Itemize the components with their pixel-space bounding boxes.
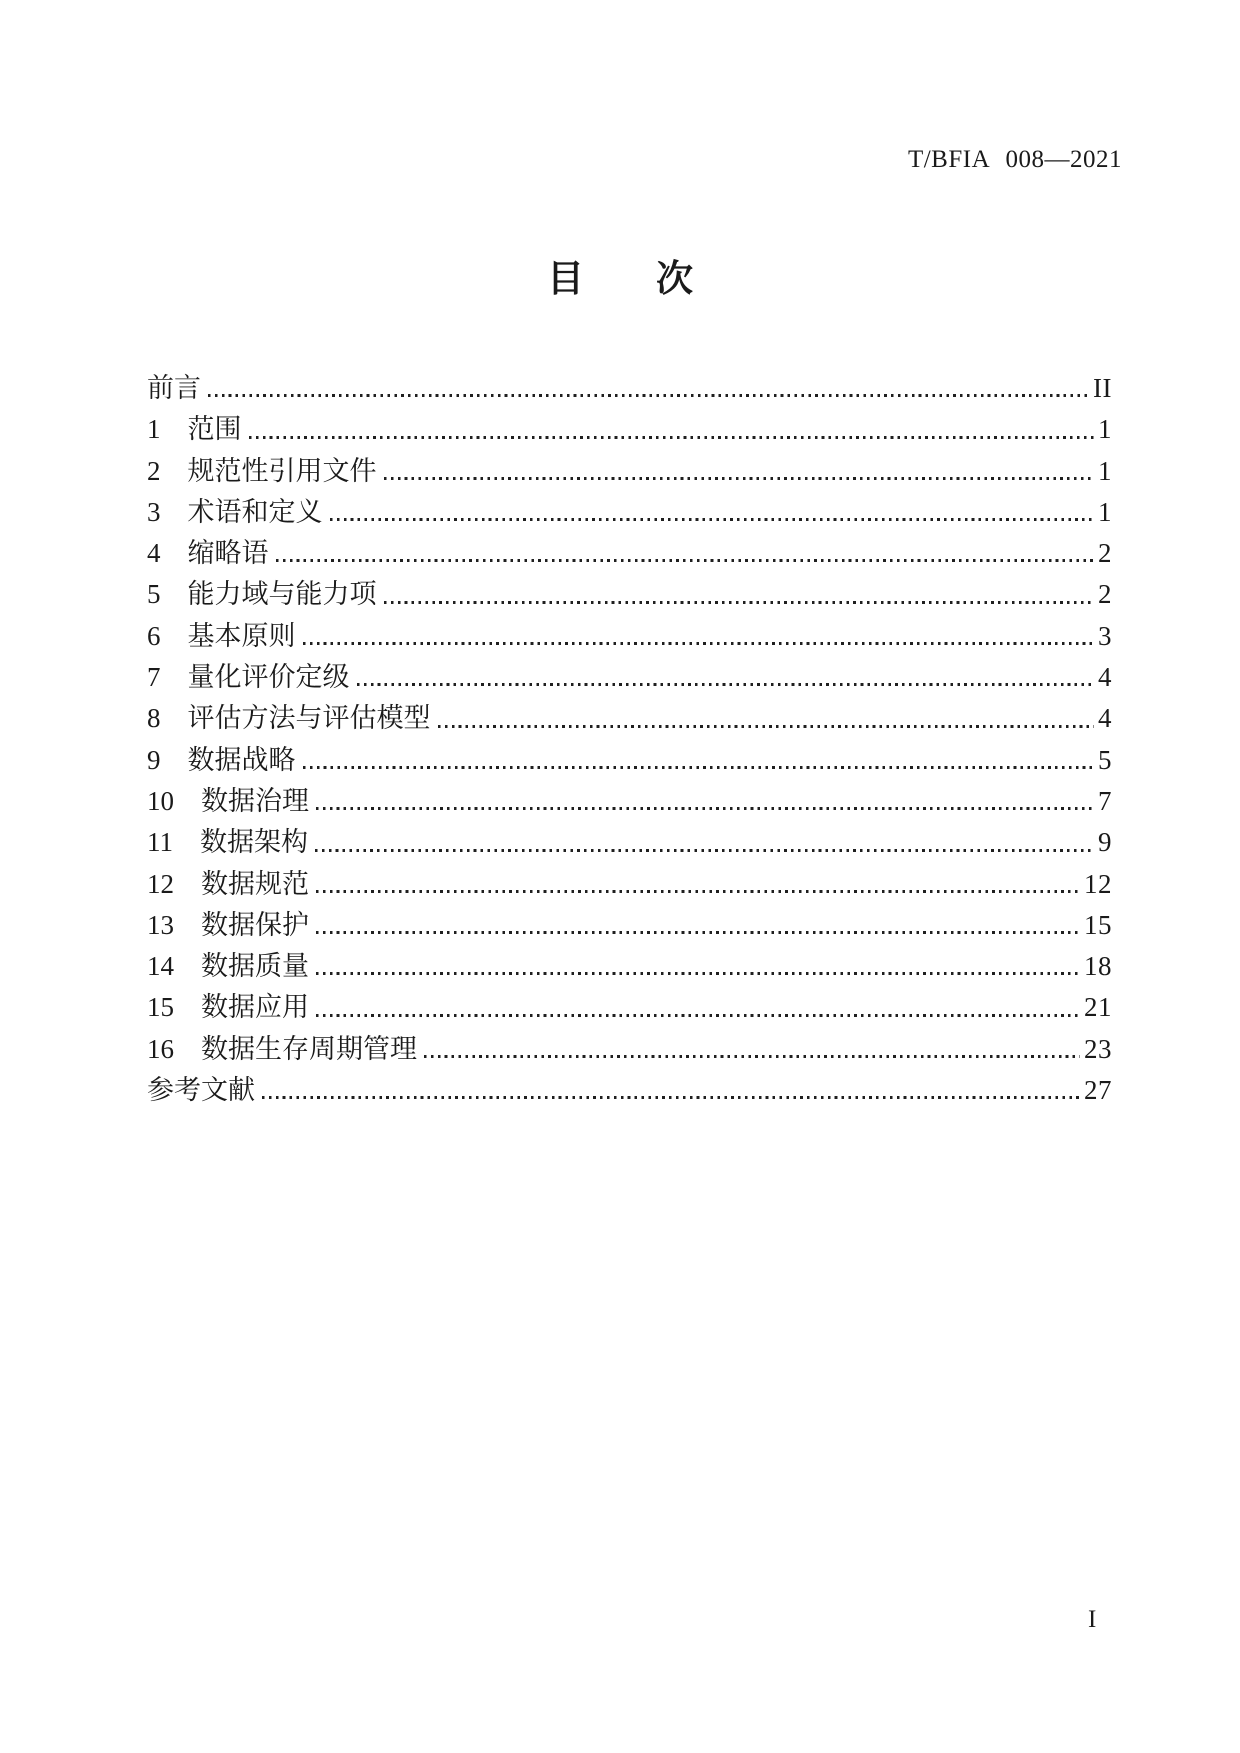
toc-entry-title: 数据治理 bbox=[201, 785, 309, 816]
toc-entry-page: 7 bbox=[1098, 785, 1112, 816]
toc-entry-title: 术语和定义 bbox=[187, 496, 323, 527]
toc-entry-number: 10 bbox=[147, 785, 174, 816]
toc-entry-title: 规范性引用文件 bbox=[187, 455, 377, 486]
toc-row bbox=[147, 691, 1112, 732]
toc-entry-number: 15 bbox=[147, 992, 174, 1023]
toc-entry-title: 数据应用 bbox=[201, 992, 309, 1023]
toc-row bbox=[147, 815, 1112, 856]
toc-entry-number: 4 bbox=[147, 538, 161, 569]
toc-dot-leader bbox=[330, 518, 1095, 521]
toc-row bbox=[147, 485, 1112, 526]
page-title-char-1: 目 bbox=[547, 258, 584, 299]
toc-row bbox=[147, 361, 1112, 402]
toc-entry-page: 12 bbox=[1084, 868, 1112, 899]
toc-entry-number: 6 bbox=[147, 620, 161, 651]
toc-row bbox=[147, 402, 1112, 443]
toc-row bbox=[147, 733, 1112, 774]
toc-entry-page: 2 bbox=[1098, 538, 1112, 569]
toc-entry-title: 数据架构 bbox=[200, 827, 308, 858]
toc-entry-number: 7 bbox=[147, 662, 161, 693]
toc-entry-page: 9 bbox=[1098, 827, 1112, 858]
toc-entry-number: 5 bbox=[147, 579, 161, 610]
toc-dot-leader bbox=[303, 766, 1095, 769]
toc-dot-leader bbox=[249, 436, 1095, 439]
toc-dot-leader bbox=[262, 1096, 1080, 1099]
toc-row bbox=[147, 980, 1112, 1021]
toc-entry-title: 数据保护 bbox=[201, 909, 309, 940]
toc-dot-leader bbox=[316, 931, 1080, 934]
toc-dot-leader bbox=[424, 1055, 1080, 1058]
page-title bbox=[0, 260, 1240, 297]
toc-dot-leader bbox=[316, 807, 1094, 810]
toc-row bbox=[147, 567, 1112, 608]
toc-entry-number: 11 bbox=[147, 827, 173, 858]
toc-entry-page: 2 bbox=[1098, 579, 1112, 610]
toc-dot-leader bbox=[316, 1014, 1080, 1017]
toc-row bbox=[147, 609, 1112, 650]
toc-entry-page: 1 bbox=[1098, 414, 1112, 445]
toc-entry-title: 数据规范 bbox=[201, 868, 309, 899]
toc-row bbox=[147, 444, 1112, 485]
page-title-char-2: 次 bbox=[656, 258, 693, 299]
toc-entry-page: 15 bbox=[1084, 909, 1112, 940]
toc-entry-title: 缩略语 bbox=[187, 538, 269, 569]
toc-entry-number: 2 bbox=[147, 455, 161, 486]
toc-entry-title: 范围 bbox=[187, 414, 242, 445]
standard-number-header: T/BFIA 008—2021 bbox=[907, 146, 1122, 173]
toc-dot-leader bbox=[208, 394, 1089, 397]
toc-entry-title: 基本原则 bbox=[187, 620, 296, 651]
toc-dot-leader bbox=[303, 642, 1095, 645]
toc-entry-title: 评估方法与评估模型 bbox=[187, 703, 431, 734]
toc-row bbox=[147, 1022, 1112, 1063]
toc-entry-number: 9 bbox=[147, 744, 161, 775]
toc-row bbox=[147, 898, 1112, 939]
toc-entry-number: 16 bbox=[147, 1033, 174, 1064]
toc-row bbox=[147, 650, 1112, 691]
toc-row bbox=[147, 857, 1112, 898]
toc-entry-title: 数据战略 bbox=[187, 744, 296, 775]
toc-entry-page: 27 bbox=[1084, 1075, 1112, 1105]
toc-entry-number: 8 bbox=[147, 703, 161, 734]
toc-entry-title: 能力域与能力项 bbox=[187, 579, 377, 610]
toc-entry-page: 1 bbox=[1098, 455, 1112, 486]
toc-dot-leader bbox=[316, 890, 1080, 893]
toc-dot-leader bbox=[384, 477, 1095, 480]
toc-entry-title: 数据生存周期管理 bbox=[201, 1033, 417, 1064]
toc-entry-title: 数据质量 bbox=[201, 951, 309, 982]
toc-entry-number: 13 bbox=[147, 909, 174, 940]
toc-entry-page: 4 bbox=[1098, 703, 1112, 734]
toc-entry-title: 前言 bbox=[147, 372, 201, 403]
toc-entry-page: 1 bbox=[1098, 496, 1112, 527]
toc-row bbox=[147, 1063, 1112, 1104]
toc-dot-leader bbox=[384, 601, 1095, 604]
toc-list bbox=[147, 361, 1112, 1104]
toc-dot-leader bbox=[315, 849, 1094, 852]
toc-dot-leader bbox=[357, 683, 1095, 686]
toc-entry-title: 量化评价定级 bbox=[187, 662, 350, 693]
toc-dot-leader bbox=[276, 559, 1095, 562]
toc-entry-page: 18 bbox=[1084, 951, 1112, 982]
toc-entry-page: 21 bbox=[1084, 992, 1112, 1023]
toc-entry-number: 12 bbox=[147, 868, 174, 899]
toc-entry-number: 14 bbox=[147, 951, 174, 982]
toc-dot-leader bbox=[438, 725, 1095, 728]
toc-entry-page: 4 bbox=[1098, 662, 1112, 693]
toc-entry-page: 5 bbox=[1098, 744, 1112, 775]
page-number-footer: I bbox=[1088, 1606, 1097, 1633]
toc-entry-page: 3 bbox=[1098, 620, 1112, 651]
toc-entry-number: 3 bbox=[147, 496, 161, 527]
toc-entry-number: 1 bbox=[147, 414, 161, 445]
toc-entry-page: 23 bbox=[1084, 1033, 1112, 1064]
toc-row bbox=[147, 939, 1112, 980]
toc-entry-title: 参考文献 bbox=[147, 1075, 255, 1105]
toc-entry-page: II bbox=[1093, 372, 1112, 403]
toc-row bbox=[147, 526, 1112, 567]
toc-dot-leader bbox=[316, 972, 1080, 975]
toc-row bbox=[147, 774, 1112, 815]
